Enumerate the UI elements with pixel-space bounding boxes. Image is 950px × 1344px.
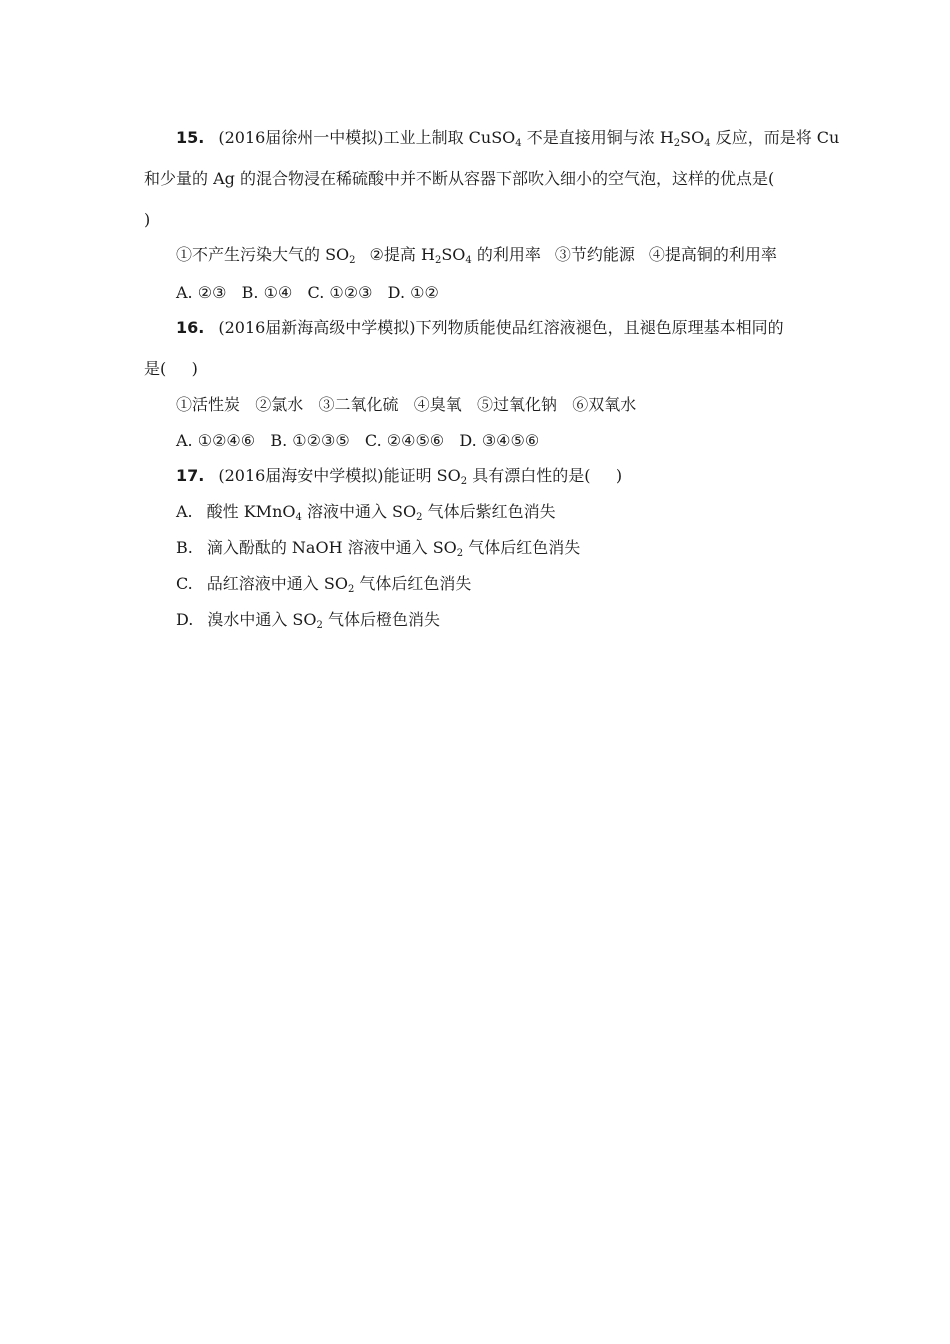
question-16-options: A. ①②④⑥ B. ①②③⑤ C. ②④⑤⑥ D. ③④⑤⑥ (176, 431, 540, 450)
question-17-option-a: A. 酸性 KMnO$_4$ 溶液中通入 $SO_2$ 气体后紫红色消失 (176, 502, 556, 523)
question-16-line-1: 16. (2016届新海高级中学模拟)下列物质能使品红溶液褪色，且褪色原理基本相同的 (176, 318, 784, 337)
question-16-items: ①活性炭 ②氯水 ③二氧化硫 ④臭氧 ⑤过氧化钠 ⑥双氧水 (176, 395, 637, 414)
question-15-items: ①不产生污染大气的 $SO_2$ ②提高 $H_2SO_4$ 的利用率 ③节约能源 ④提高铜的利用率 (176, 245, 777, 266)
question-15-line-3: ) (144, 210, 151, 229)
question-16-line-2: 是( ) (144, 359, 198, 378)
question-17-option-d: D. 溴水中通入 $SO_2$ 气体后橙色消失 (176, 610, 440, 631)
question-number: 17. (176, 466, 205, 485)
question-source: (2016届海安中学模拟) (218, 466, 384, 485)
question-15-options: A. ②③ B. ①④ C. ①②③ D. ①② (176, 283, 439, 302)
question-15-line-2: 和少量的 Ag 的混合物浸在稀硫酸中并不断从容器下部吹入细小的空气泡，这样的优点是( (144, 169, 775, 188)
question-17-option-b: B. 滴入酚酞的 NaOH 溶液中通入 $SO_2$ 气体后红色消失 (176, 538, 581, 559)
question-source: (2016届新海高级中学模拟) (218, 318, 416, 337)
question-number: 15. (176, 128, 205, 147)
question-source: (2016届徐州一中模拟) (218, 128, 384, 147)
question-17-stem: 17. (2016届海安中学模拟)能证明 $SO_2$ 具有漂白性的是( ) (176, 466, 623, 487)
question-15-line-1: 15. (2016届徐州一中模拟)工业上制取 CuSO$_4$ 不是直接用铜与浓 $H_2SO_4$ 反应，而是将 Cu (176, 128, 840, 149)
question-number: 16. (176, 318, 205, 337)
question-17-option-c: C. 品红溶液中通入 $SO_2$ 气体后红色消失 (176, 574, 472, 595)
